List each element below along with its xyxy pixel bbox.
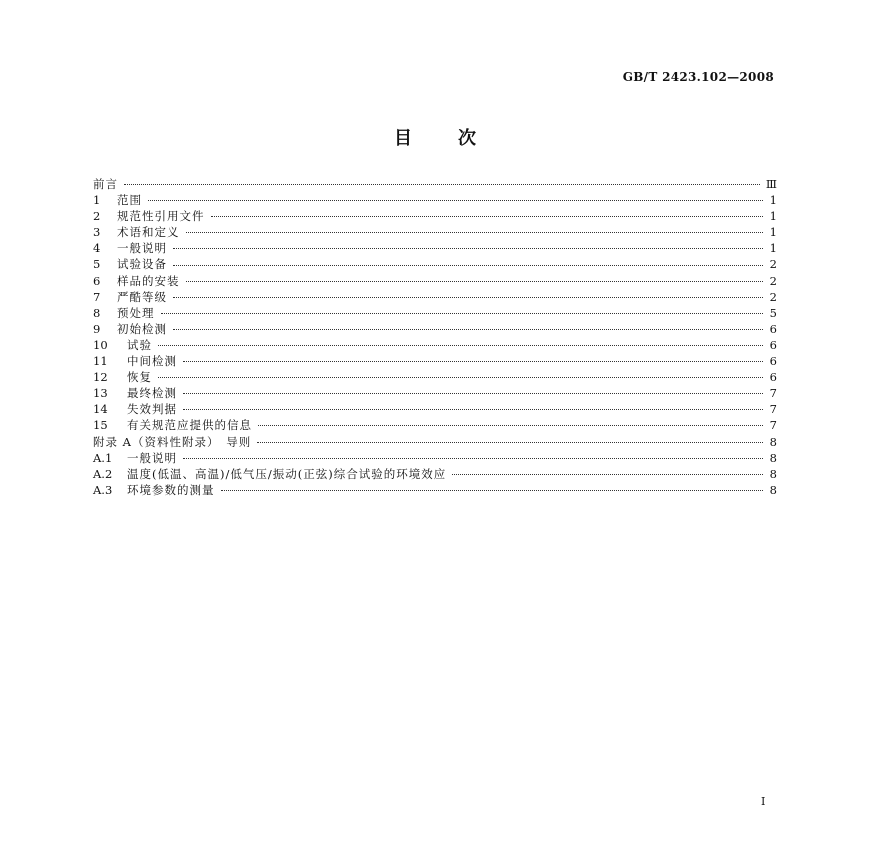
toc-entry-page: 8 [769, 466, 777, 481]
leader-dots [183, 392, 763, 394]
toc-entry-page: 6 [769, 321, 777, 336]
toc-entry-number: 3 [93, 225, 101, 240]
toc-entry-page: 6 [769, 354, 777, 369]
toc-entry-number: 5 [93, 257, 101, 272]
page-number: I [761, 795, 766, 808]
leader-dots [186, 280, 764, 282]
leader-dots [211, 215, 764, 217]
toc-entry-number: 15 [93, 418, 108, 433]
toc-entry-label: 一般说明 [127, 450, 177, 465]
toc-entry[interactable] [93, 369, 777, 385]
toc-entry[interactable] [93, 273, 777, 289]
toc-entry-label: 恢复 [127, 370, 152, 385]
leader-dots [173, 296, 763, 298]
toc-entry-page: 8 [769, 450, 777, 465]
toc-entry-label: 试验 [127, 337, 152, 352]
toc-title-char-2: 次 [458, 128, 476, 149]
toc-entry-label: 温度(低温、高温)/低气压/振动(正弦)综合试验的环境效应 [127, 466, 447, 481]
toc-entry[interactable] [93, 337, 777, 353]
leader-dots [183, 457, 763, 459]
leader-dots [173, 264, 763, 266]
toc-entry-page: 2 [769, 257, 777, 272]
leader-dots [186, 231, 764, 233]
standard-code: GB/T 2423.102—2008 [622, 70, 774, 84]
toc-entry[interactable] [93, 482, 777, 498]
toc-entry[interactable] [93, 353, 777, 369]
toc-entry-label: 术语和定义 [117, 225, 180, 240]
toc-entry[interactable] [93, 208, 777, 224]
toc-entry-number: 13 [93, 386, 108, 401]
leader-dots [173, 328, 763, 330]
toc-entry-number: 11 [93, 354, 108, 369]
toc-entry[interactable] [93, 321, 777, 337]
toc-entry-page: 8 [769, 482, 777, 497]
toc-entry-page: 6 [769, 370, 777, 385]
toc-entry[interactable] [93, 466, 777, 482]
toc-entry-label: 一般说明 [117, 241, 167, 256]
leader-dots [161, 312, 764, 314]
leader-dots [258, 424, 763, 426]
toc-entry-page: 7 [769, 386, 777, 401]
toc-entry-page: 7 [769, 418, 777, 433]
toc-entry-page: 1 [769, 193, 777, 208]
leader-dots [183, 360, 763, 362]
toc-entry-number: A.3 [93, 482, 113, 497]
table-of-contents [93, 176, 777, 498]
toc-entry-label: 规范性引用文件 [117, 209, 205, 224]
toc-entry[interactable] [93, 385, 777, 401]
leader-dots [158, 376, 763, 378]
leader-dots [257, 441, 763, 443]
toc-entry-number: 12 [93, 370, 108, 385]
toc-entry-page: 1 [769, 209, 777, 224]
toc-title [0, 124, 870, 150]
toc-entry[interactable] [93, 192, 777, 208]
toc-entry-number: 6 [93, 273, 101, 288]
toc-entry-number: 10 [93, 337, 108, 352]
toc-entry-label: 初始检测 [117, 321, 167, 336]
toc-entry-label: 前言 [93, 177, 118, 191]
toc-entry-page: 5 [769, 305, 777, 320]
toc-entry[interactable] [93, 256, 777, 272]
toc-entry-label: 附录 A（资料性附录） 导则 [93, 434, 252, 449]
toc-entry-page: 6 [769, 337, 777, 352]
toc-entry-label: 样品的安装 [117, 273, 180, 288]
leader-dots [452, 473, 763, 475]
toc-entry-label: 最终检测 [127, 386, 177, 401]
toc-entry-label: 中间检测 [127, 354, 177, 369]
toc-entry-label: 有关规范应提供的信息 [127, 418, 252, 433]
toc-entry-number: 1 [93, 193, 101, 208]
leader-dots [221, 489, 764, 491]
toc-entry-annex[interactable] [93, 434, 777, 450]
toc-entry-number: 9 [93, 321, 101, 336]
leader-dots [183, 408, 763, 410]
toc-entry[interactable] [93, 417, 777, 433]
toc-entry-number: 7 [93, 289, 101, 304]
toc-entry-label: 试验设备 [117, 257, 167, 272]
toc-entry-label: 预处理 [117, 305, 155, 320]
toc-entry-page: 7 [769, 402, 777, 417]
toc-entry-page: 8 [769, 434, 777, 449]
toc-entry-number: A.2 [93, 466, 113, 481]
toc-entry-label: 环境参数的测量 [127, 482, 215, 497]
toc-entry-foreword[interactable] [93, 176, 777, 192]
leader-dots [158, 344, 763, 346]
leader-dots [173, 247, 763, 249]
toc-entry-number: A.1 [93, 450, 113, 465]
toc-entry[interactable] [93, 224, 777, 240]
toc-entry-label: 范围 [117, 193, 142, 208]
leader-dots [148, 199, 763, 201]
toc-title-char-1: 目 [394, 128, 412, 149]
toc-entry-number: 8 [93, 305, 101, 320]
toc-entry-label: 失效判据 [127, 402, 177, 417]
toc-entry-page: 1 [769, 241, 777, 256]
toc-entry-page: 2 [769, 289, 777, 304]
toc-entry[interactable] [93, 240, 777, 256]
leader-dots [124, 183, 760, 185]
toc-entry-number: 14 [93, 402, 108, 417]
toc-entry-label: 严酷等级 [117, 289, 167, 304]
toc-entry[interactable] [93, 289, 777, 305]
toc-entry-number: 2 [93, 209, 101, 224]
toc-entry[interactable] [93, 450, 777, 466]
toc-entry-page: 1 [769, 225, 777, 240]
toc-entry-page: Ⅲ [765, 177, 777, 191]
toc-entry-number: 4 [93, 241, 101, 256]
toc-entry[interactable] [93, 305, 777, 321]
toc-entry-page: 2 [769, 273, 777, 288]
toc-entry[interactable] [93, 401, 777, 417]
